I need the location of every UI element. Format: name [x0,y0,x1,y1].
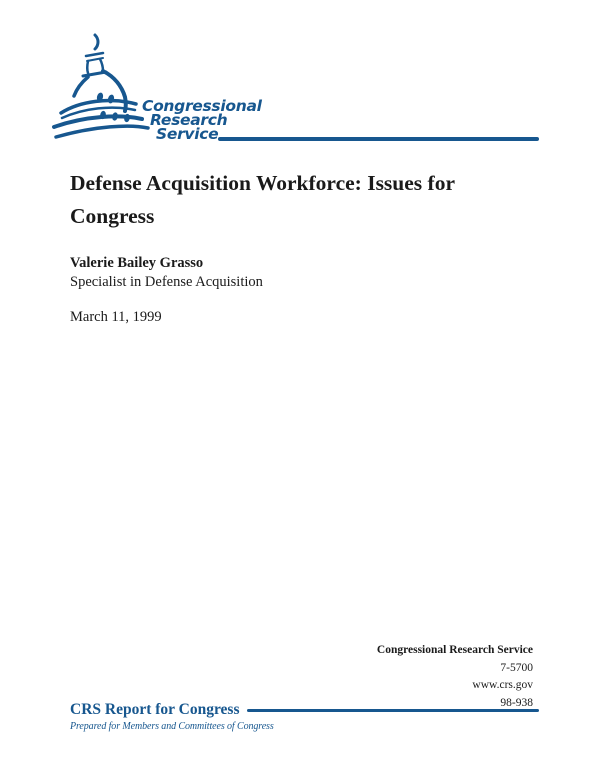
report-title [70,167,550,233]
logo-org-line-3: Service [156,125,219,143]
report-title-line-2: Congress [70,204,155,228]
logo-org-line-2: Research [150,111,228,129]
footer [70,701,539,732]
pub-website: www.crs.gov [472,679,533,691]
pub-phone: 7-5700 [500,661,533,674]
logo-wordmark [142,99,262,141]
report-title-line-1: Defense Acquisition Workforce: Issues for [70,171,455,195]
logo-rule [218,137,539,141]
footer-tagline: Prepared for Members and Committees of Congress [70,721,274,732]
pub-org: Congressional Research Service [376,644,533,656]
report-date: March 11, 1999 [70,309,162,325]
crs-logo [50,25,542,157]
footer-rule [247,709,540,712]
footer-series-title: CRS Report for Congress [70,701,240,718]
author-block [70,254,263,292]
footer-series-row [70,701,539,719]
logo-org-line-1: Congressional [142,97,262,115]
author-name: Valerie Bailey Grasso [70,255,204,271]
pub-report-number: 98-938 [500,696,533,709]
author-role: Specialist in Defense Acquisition [70,274,263,290]
